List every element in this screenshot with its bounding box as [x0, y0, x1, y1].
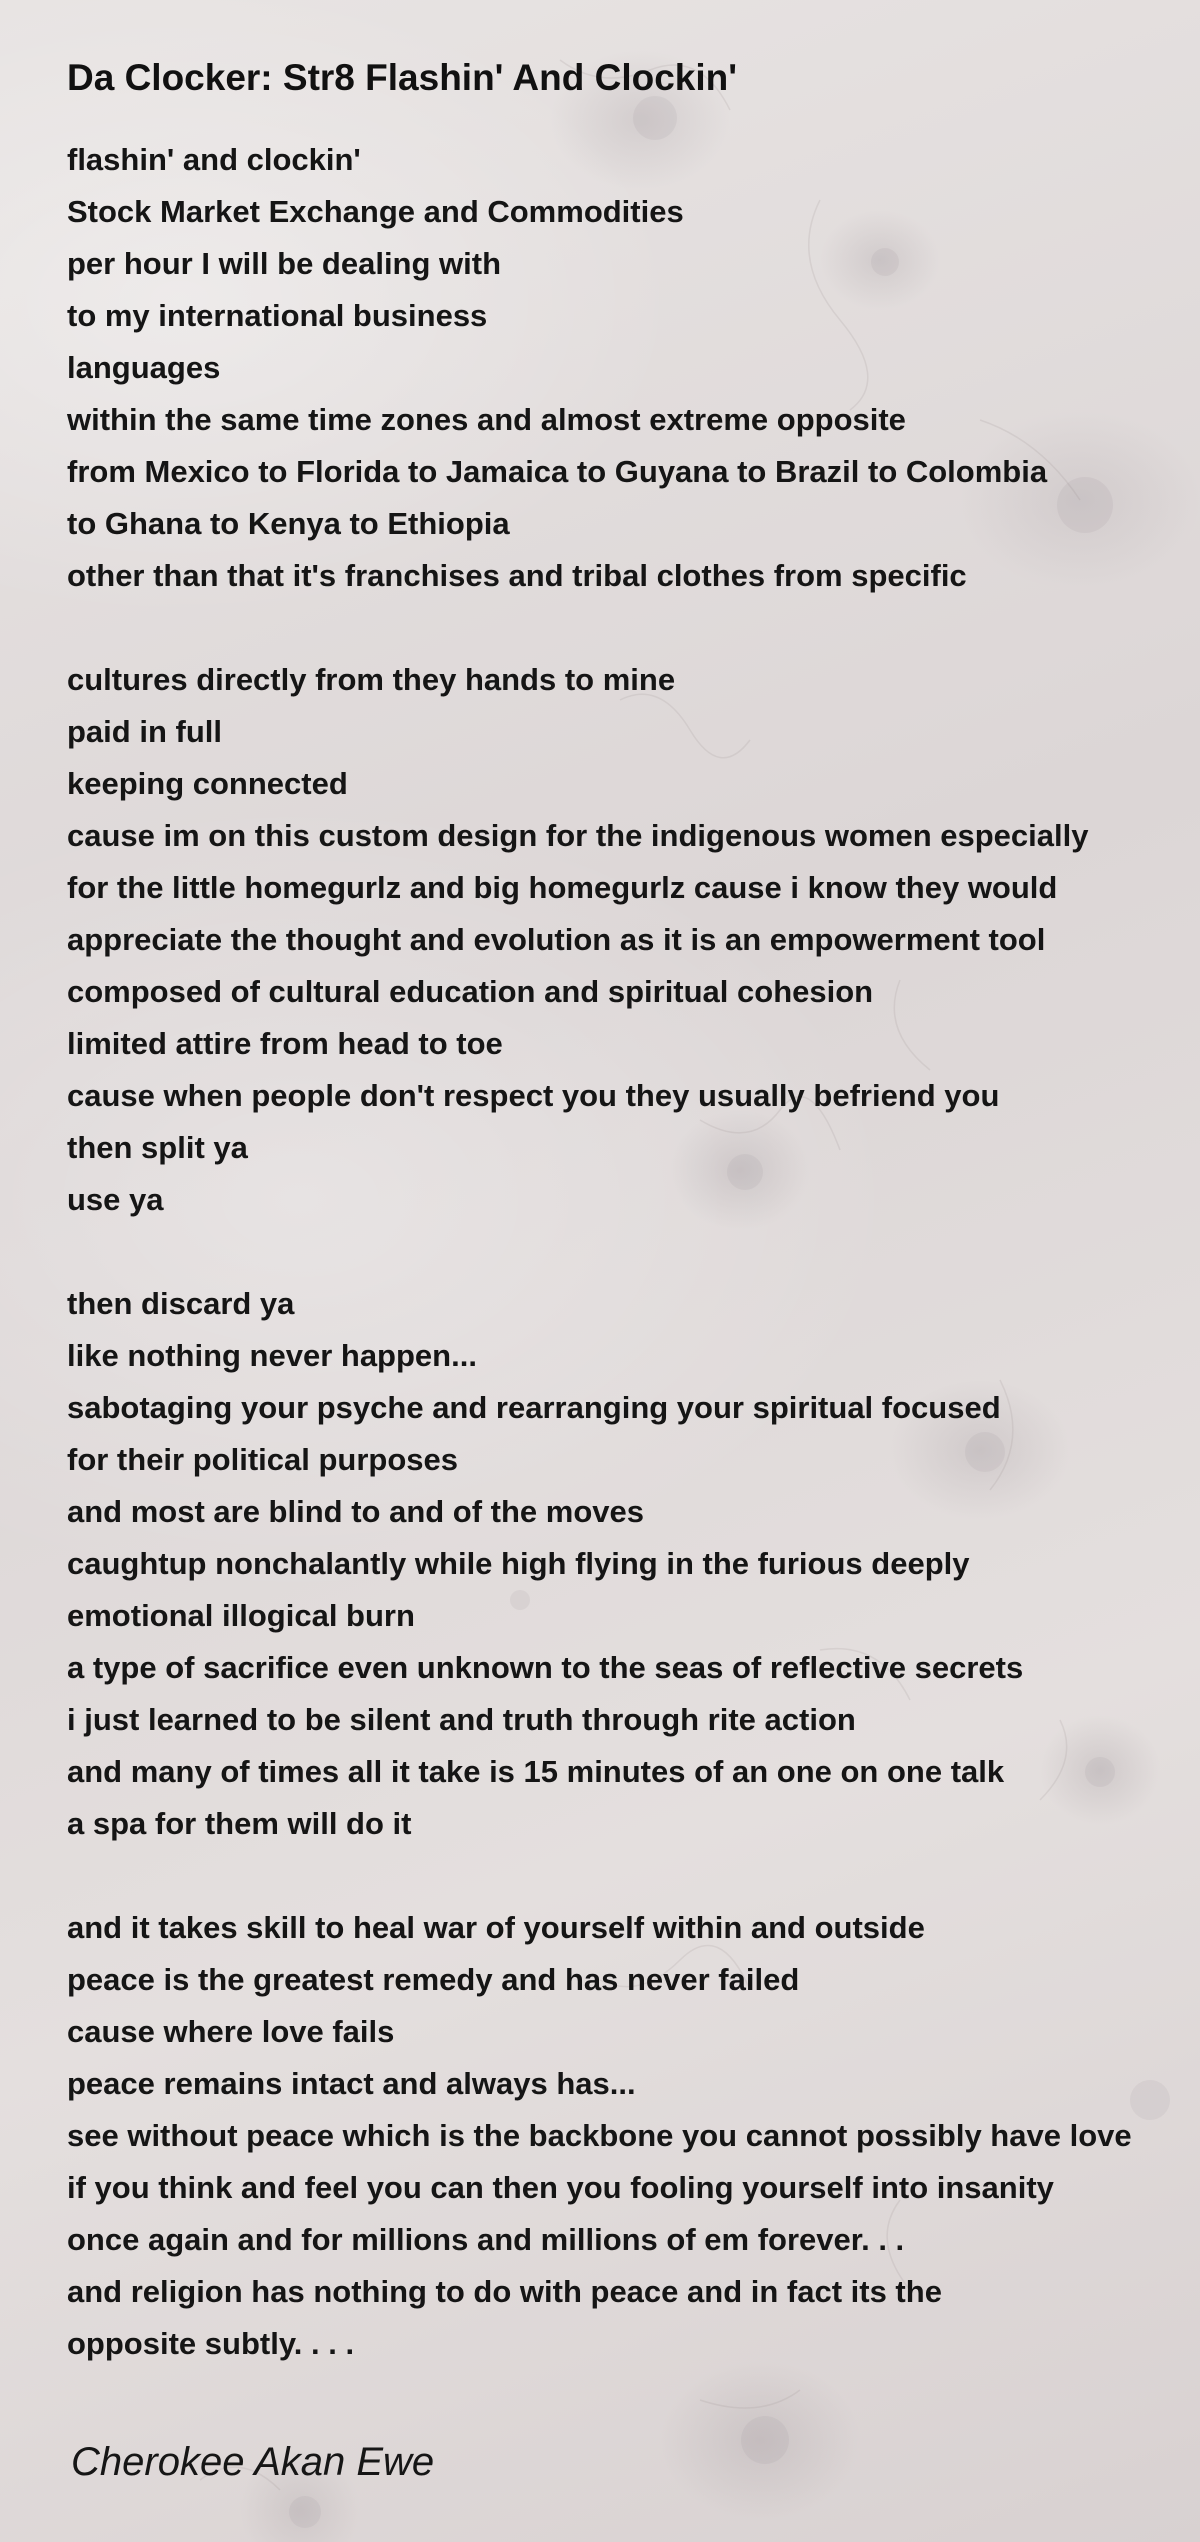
poem-line: composed of cultural education and spiritual cohesion	[67, 974, 874, 1009]
poem-line: emotional illogical burn	[67, 1598, 415, 1633]
poem-line: cause when people don't respect you they usually befriend you	[67, 1078, 1000, 1113]
poem-line: then split ya	[67, 1130, 248, 1165]
poem-line: peace is the greatest remedy and has never failed	[67, 1962, 800, 1997]
poem-line: and it takes skill to heal war of yourself within and outside	[67, 1910, 925, 1945]
poem-line: cause im on this custom design for the indigenous women especially	[67, 818, 1089, 853]
poem-line: and most are blind to and of the moves	[67, 1494, 645, 1529]
poem-line: caughtup nonchalantly while high flying in the furious deeply	[67, 1546, 970, 1581]
poem-line: if you think and feel you can then you fooling yourself into insanity	[67, 2170, 1054, 2205]
poem-line: peace remains intact and always has...	[67, 2066, 636, 2101]
poem-line: cultures directly from they hands to mine	[67, 662, 676, 697]
poem-line: per hour I will be dealing with	[67, 246, 502, 281]
poem-line: use ya	[67, 1182, 164, 1217]
poem	[67, 46, 1187, 2370]
stanza-3	[67, 1278, 1187, 1850]
poem-line: other than that it's franchises and tribal clothes from specific	[67, 558, 967, 593]
poem-line: from Mexico to Florida to Jamaica to Guyana to Brazil to Colombia	[67, 454, 1048, 489]
poem-title: Da Clocker: Str8 Flashin' And Clockin'	[67, 57, 738, 98]
poem-line: see without peace which is the backbone you cannot possibly have love	[67, 2118, 1132, 2153]
poem-line: for their political purposes	[67, 1442, 458, 1477]
poem-line: languages	[67, 350, 221, 385]
poem-line: and many of times all it take is 15 minutes of an one on one talk	[67, 1754, 1005, 1789]
poem-line: within the same time zones and almost extreme opposite	[67, 402, 906, 437]
poem-line: a spa for them will do it	[67, 1806, 412, 1841]
poem-line: cause where love fails	[67, 2014, 395, 2049]
poem-line: opposite subtly. . . .	[67, 2326, 355, 2361]
poem-line: i just learned to be silent and truth through rite action	[67, 1702, 856, 1737]
poem-line: flashin' and clockin'	[67, 142, 361, 177]
poem-line: for the little homegurlz and big homegurlz cause i know they would	[67, 870, 1058, 905]
poem-line: paid in full	[67, 714, 222, 749]
poem-line: then discard ya	[67, 1286, 295, 1321]
poem-line: to Ghana to Kenya to Ethiopia	[67, 506, 510, 541]
poem-line: limited attire from head to toe	[67, 1026, 503, 1061]
poem-line: and religion has nothing to do with peace and in fact its the	[67, 2274, 942, 2309]
stanza-4	[67, 1902, 1187, 2370]
poem-author: Cherokee Akan Ewe	[71, 2440, 435, 2484]
poem-line: like nothing never happen...	[67, 1338, 477, 1373]
poem-body	[67, 134, 1187, 2370]
poem-line: to my international business	[67, 298, 488, 333]
poem-line: sabotaging your psyche and rearranging your spiritual focused	[67, 1390, 1001, 1425]
poem-line: Stock Market Exchange and Commodities	[67, 194, 684, 229]
stanza-2	[67, 654, 1187, 1226]
poem-line: once again and for millions and millions of em forever. . .	[67, 2222, 905, 2257]
stanza-1	[67, 134, 1187, 602]
poem-line: keeping connected	[67, 766, 348, 801]
poem-line: appreciate the thought and evolution as it is an empowerment tool	[67, 922, 1046, 957]
poem-line: a type of sacrifice even unknown to the seas of reflective secrets	[67, 1650, 1024, 1685]
